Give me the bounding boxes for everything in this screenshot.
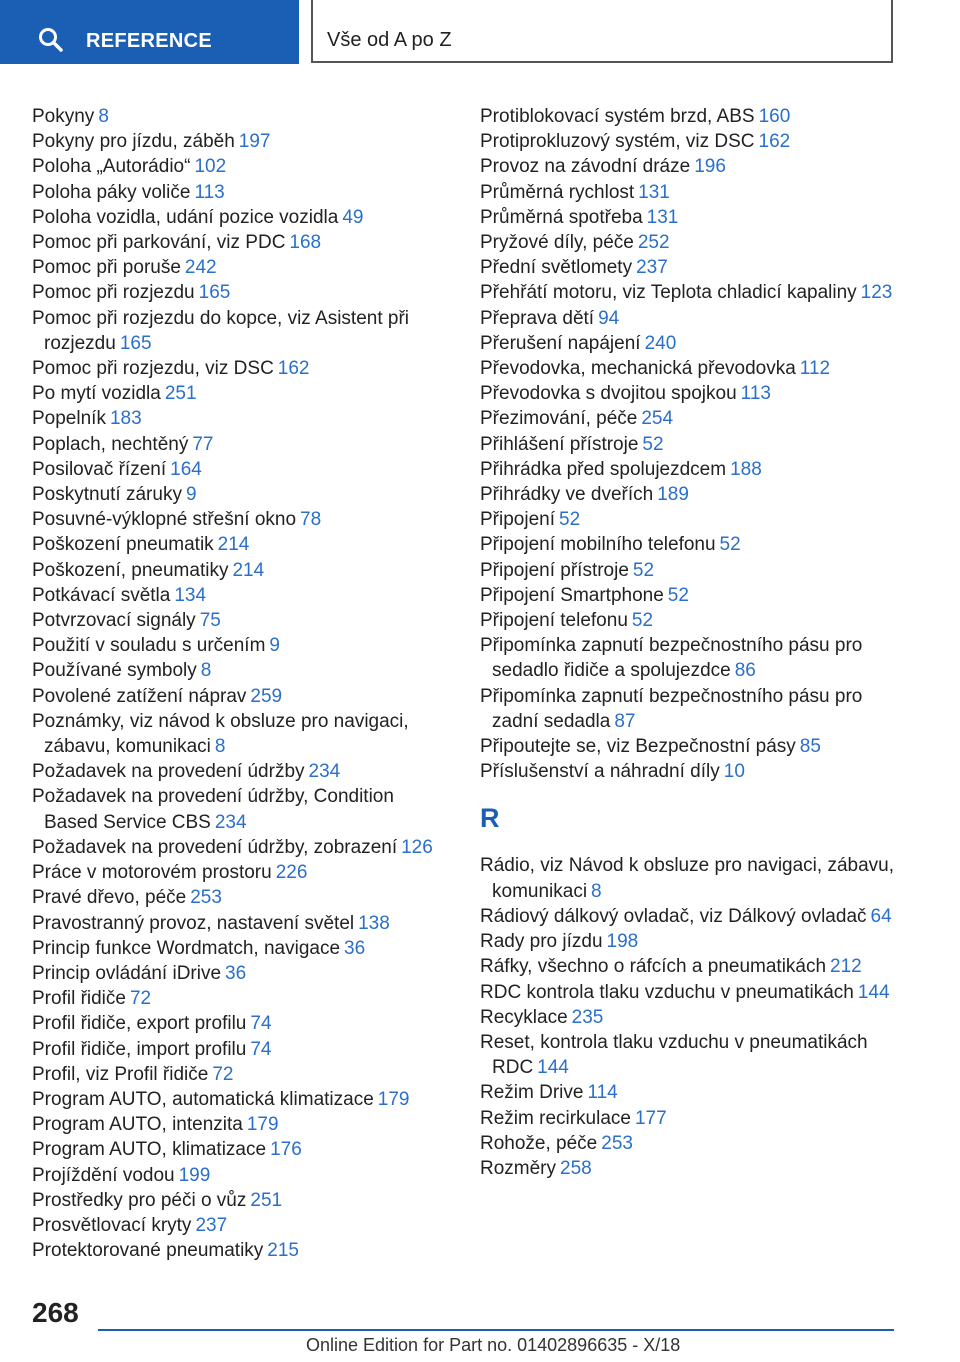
page-link[interactable]: 237: [195, 1214, 228, 1236]
index-entry: [480, 104, 900, 129]
page-link[interactable]: 165: [198, 282, 231, 304]
index-entry: [32, 759, 442, 784]
index-entry: [32, 154, 442, 179]
index-entry: [32, 986, 442, 1011]
page-link[interactable]: 75: [199, 610, 221, 632]
entry-text: Rádiový dálkový ovladač, viz Dálkový ovladač: [480, 905, 867, 927]
entry-text: Pryžové díly, péče: [480, 232, 634, 254]
entry-text: Pravé dřevo, péče: [32, 887, 187, 909]
entry-text: Požadavek na provedení údržby, zobrazení: [32, 836, 398, 858]
page-link[interactable]: 113: [194, 181, 225, 203]
entry-text: RDC kontrola tlaku vzduchu v pneumatikách: [480, 981, 854, 1003]
entry-text: Režim Drive: [480, 1082, 584, 1104]
page-link[interactable]: 114: [587, 1082, 618, 1104]
page-link[interactable]: 126: [401, 836, 433, 858]
index-entry: [32, 104, 442, 129]
entry-text: Po mytí vozidla: [32, 383, 161, 405]
index-entry: [32, 608, 442, 633]
index-entry: [32, 507, 442, 532]
page-link[interactable]: 240: [644, 332, 677, 354]
page-link[interactable]: 74: [250, 1013, 272, 1035]
entry-text: Potkávací světla: [32, 584, 171, 606]
page-link[interactable]: 164: [170, 458, 202, 480]
page-link[interactable]: 253: [190, 887, 222, 909]
page-link[interactable]: 52: [642, 433, 664, 455]
entry-text: Program AUTO, klimatizace: [32, 1139, 267, 1161]
page-link[interactable]: 237: [636, 257, 668, 279]
entry-text: Převodovka, mechanická převodovka: [480, 358, 796, 380]
page-link[interactable]: 8: [214, 736, 226, 758]
entry-text: Poškození, pneumatiky: [32, 559, 229, 581]
index-entry: [32, 1037, 442, 1062]
index-entry: [32, 784, 442, 834]
page-link[interactable]: 198: [606, 931, 639, 953]
page-link[interactable]: 176: [270, 1139, 302, 1161]
index-entry: [32, 129, 442, 154]
entry-text: Příslušenství a náhradní díly: [480, 761, 720, 783]
entry-text: Připojení mobilního telefonu: [480, 534, 716, 556]
index-group-p: [480, 104, 900, 784]
page-link[interactable]: 102: [194, 156, 227, 178]
entry-text: Přední světlomety: [480, 257, 633, 279]
page-link[interactable]: 74: [250, 1038, 272, 1060]
reference-label: REFERENCE: [86, 30, 213, 52]
entry-text: Reset, kontrola tlaku vzduchu v pneumatikách RDC: [480, 1031, 868, 1079]
page-link[interactable]: 144: [857, 981, 890, 1003]
index-entry: [480, 406, 900, 431]
entry-text: Pokyny pro jízdu, záběh: [32, 131, 235, 153]
entry-text: Posuvné-výklopné střešní okno: [32, 509, 297, 531]
section-letter: R: [480, 803, 500, 834]
page-link[interactable]: 215: [267, 1240, 299, 1262]
index-entry: [480, 356, 900, 381]
page-link[interactable]: 72: [212, 1063, 234, 1085]
entry-text: Poplach, nechtěný: [32, 433, 189, 455]
index-entry: [32, 255, 442, 280]
index-entry: [480, 180, 900, 205]
page-link[interactable]: 259: [250, 685, 283, 707]
index-entry: [480, 1080, 900, 1105]
index-entry: [32, 835, 442, 860]
entry-text: Poškození pneumatik: [32, 534, 214, 556]
index-entry: [480, 904, 900, 929]
page-link[interactable]: 179: [246, 1114, 279, 1136]
page-link[interactable]: 52: [559, 509, 581, 531]
entry-text: Pomoc při rozjezdu do kopce, viz Asistent při rozjezdu: [32, 307, 410, 354]
page-link[interactable]: 189: [657, 484, 689, 506]
entry-text: Program AUTO, automatická klimatizace: [32, 1088, 374, 1110]
top-bar: [0, 0, 960, 66]
page-link[interactable]: 49: [342, 206, 364, 228]
index-entry: [32, 658, 442, 683]
page-link[interactable]: 10: [723, 761, 745, 783]
entry-text: Přihlášení přístroje: [480, 433, 639, 455]
page-link[interactable]: 9: [269, 635, 280, 657]
page-link[interactable]: 134: [174, 584, 207, 606]
index-entry: [32, 381, 442, 406]
entry-text: Rádio, viz Návod k obsluze pro navigaci, zábavu, komunikaci: [480, 855, 895, 902]
entry-text: Recyklace: [480, 1006, 568, 1028]
index-entry: [480, 608, 900, 633]
entry-text: Připomínka zapnutí bezpečnostního pásu pro zadní sedadla: [480, 685, 863, 732]
entry-text: Přehřátí motoru, viz Teplota chladicí kapaliny: [480, 282, 857, 304]
entry-text: Převodovka s dvojitou spojkou: [480, 383, 737, 405]
entry-text: Požadavek na provedení údržby: [32, 761, 305, 783]
index-entry: [32, 280, 442, 305]
page-link[interactable]: 214: [217, 534, 250, 556]
index-entry: [480, 482, 900, 507]
index-entry: [32, 432, 442, 457]
index-entry: [32, 1188, 442, 1213]
entry-text: Prostředky pro péči o vůz: [32, 1189, 247, 1211]
entry-text: Připojení: [480, 509, 555, 531]
index-entry: [32, 709, 442, 759]
index-entry: [32, 936, 442, 961]
entry-text: Přerušení napájení: [480, 332, 641, 354]
page-link[interactable]: 64: [870, 905, 892, 927]
page-link[interactable]: 8: [98, 106, 109, 127]
page-link[interactable]: 165: [119, 332, 152, 354]
entry-text: Přihrádka před spolujezdcem: [480, 458, 727, 480]
index-entry: [480, 255, 900, 280]
entry-text: Ráfky, všechno o ráfcích a pneumatikách: [480, 956, 827, 978]
entry-text: Princip ovládání iDrive: [32, 962, 222, 984]
entry-text: Provoz na závodní dráze: [480, 156, 691, 178]
entry-text: Poloha vozidla, udání pozice vozidla: [32, 206, 339, 228]
index-entry: [32, 911, 442, 936]
page-link[interactable]: 113: [740, 383, 771, 405]
entry-text: Použití v souladu s určením: [32, 635, 266, 657]
index-entry: [32, 457, 442, 482]
index-entry: [32, 633, 442, 658]
index-entry: [480, 432, 900, 457]
entry-text: Přezimování, péče: [480, 408, 638, 430]
entry-text: Prosvětlovací kryty: [32, 1214, 192, 1236]
entry-text: Potvrzovací signály: [32, 610, 196, 632]
index-entry: [480, 583, 900, 608]
page-link[interactable]: 36: [344, 937, 366, 959]
index-entry: [480, 954, 900, 979]
entry-text: Pravostranný provoz, nastavení světel: [32, 912, 355, 934]
page-link[interactable]: 183: [109, 408, 142, 430]
footer-divider: [98, 1329, 894, 1331]
entry-text: Pomoc při rozjezdu, viz DSC: [32, 358, 274, 380]
page-link[interactable]: 199: [178, 1164, 211, 1186]
index-column-left: [32, 104, 442, 1263]
edition-note: Online Edition for Part no. 01402896635 - X/18: [306, 1335, 681, 1355]
page-link[interactable]: 123: [860, 282, 893, 304]
entry-text: Požadavek na provedení údržby, Condition Based Service CBS: [32, 786, 394, 833]
index-entry: [480, 1106, 900, 1131]
entry-text: Projíždění vodou: [32, 1164, 175, 1186]
index-entry: [32, 1062, 442, 1087]
index-entry: [480, 853, 900, 903]
page-link[interactable]: 52: [719, 534, 741, 556]
page-link[interactable]: 242: [184, 257, 217, 279]
page-link[interactable]: 258: [560, 1157, 592, 1179]
page-link[interactable]: 196: [694, 156, 726, 178]
search-icon: [38, 27, 64, 53]
entry-text: Připomínka zapnutí bezpečnostního pásu pro sedadlo řidiče a spolujezdce: [480, 635, 863, 682]
page-link[interactable]: 234: [214, 811, 247, 833]
page-link[interactable]: 251: [250, 1189, 283, 1211]
page-link[interactable]: 52: [667, 584, 689, 606]
page-link[interactable]: 197: [238, 131, 271, 153]
page-link[interactable]: 8: [200, 660, 212, 682]
index-entry: [480, 129, 900, 154]
page-link[interactable]: 77: [192, 433, 214, 455]
entry-text: Poskytnutí záruky: [32, 484, 182, 506]
index-entry: [32, 583, 442, 608]
entry-text: Princip funkce Wordmatch, navigace: [32, 937, 341, 959]
entry-text: Připojení Smartphone: [480, 584, 664, 606]
entry-text: Rady pro jízdu: [480, 931, 603, 953]
reference-button[interactable]: [0, 0, 299, 64]
page-link[interactable]: 226: [275, 862, 308, 884]
index-entry: [32, 1112, 442, 1137]
index-entry: [32, 558, 442, 583]
page-link[interactable]: 94: [598, 307, 620, 329]
page-link[interactable]: 253: [601, 1132, 633, 1154]
entry-text: Profil řidiče, export profilu: [32, 1013, 247, 1035]
index-entry: [32, 532, 442, 557]
entry-text: Program AUTO, intenzita: [32, 1114, 243, 1136]
page-link[interactable]: 52: [632, 559, 655, 581]
index-entry: [32, 1213, 442, 1238]
index-entry: [32, 406, 442, 431]
index-entry: [32, 1137, 442, 1162]
index-entry: [480, 1131, 900, 1156]
index-entry: [32, 961, 442, 986]
page-link[interactable]: 72: [129, 988, 152, 1010]
entry-text: Připojení telefonu: [480, 610, 628, 632]
page-link[interactable]: 177: [634, 1107, 667, 1129]
entry-text: Poloha „Autorádio“: [32, 156, 191, 178]
entry-text: Povolené zatížení náprav: [32, 685, 247, 707]
index-entry: [480, 558, 900, 583]
entry-text: Poloha páky voliče: [32, 181, 191, 203]
index-entry: [32, 1163, 442, 1188]
index-entry: [480, 1030, 900, 1080]
page-link[interactable]: 214: [232, 559, 265, 581]
index-entry: [480, 1156, 900, 1181]
entry-text: Připoutejte se, viz Bezpečnostní pásy: [480, 736, 796, 758]
index-column-right: [480, 104, 900, 1181]
index-entry: [480, 684, 900, 734]
index-entry: [480, 980, 900, 1005]
entry-text: Rohože, péče: [480, 1132, 598, 1154]
page-link[interactable]: 162: [277, 358, 310, 380]
page-link[interactable]: 251: [164, 383, 197, 405]
index-entry: [480, 734, 900, 759]
page-link[interactable]: 212: [830, 956, 862, 978]
page-link[interactable]: 52: [631, 610, 654, 632]
page-link[interactable]: 36: [225, 962, 247, 984]
page-link[interactable]: 131: [646, 206, 679, 228]
index-entry: [32, 306, 442, 356]
entry-text: Poznámky, viz návod k obsluze pro navigaci, zábavu, komunikaci: [32, 710, 409, 758]
section-title-box: [311, 0, 893, 63]
page-link[interactable]: 78: [300, 509, 322, 531]
index-entry: [32, 230, 442, 255]
index-entry: [480, 331, 900, 356]
page-link[interactable]: 252: [637, 232, 670, 254]
entry-text: Režim recirkulace: [480, 1107, 631, 1129]
page-link[interactable]: 112: [799, 358, 831, 380]
page-link[interactable]: 162: [758, 131, 791, 153]
index-entry: [480, 929, 900, 954]
page-link[interactable]: 235: [571, 1006, 604, 1028]
index-entry: [480, 205, 900, 230]
page-link[interactable]: 234: [308, 761, 341, 783]
entry-text: Přihrádky ve dveřích: [480, 484, 654, 506]
page-link[interactable]: 8: [591, 880, 602, 902]
entry-text: Profil řidiče, import profilu: [32, 1038, 247, 1060]
index-entry: [480, 457, 900, 482]
entry-text: Profil, viz Profil řidiče: [32, 1063, 209, 1085]
index-entry: [32, 356, 442, 381]
page-link[interactable]: 254: [641, 408, 674, 430]
index-group-r: [480, 853, 900, 1181]
page-link[interactable]: 9: [185, 484, 197, 506]
index-entry: [32, 205, 442, 230]
entry-text: Pokyny: [32, 106, 95, 127]
index-entry: [32, 684, 442, 709]
entry-text: Průměrná spotřeba: [480, 206, 643, 228]
entry-text: Posilovač řízení: [32, 458, 167, 480]
index-entry: [480, 154, 900, 179]
index-entry: [480, 507, 900, 532]
entry-text: Protektorované pneumatiky: [32, 1240, 264, 1262]
page-link[interactable]: 138: [358, 912, 390, 934]
page-link[interactable]: 160: [758, 106, 791, 127]
index-entry: [480, 381, 900, 406]
page-link[interactable]: 144: [537, 1057, 569, 1079]
index-entry: [32, 860, 442, 885]
entry-text: Přeprava dětí: [480, 307, 595, 329]
entry-text: Protiblokovací systém brzd, ABS: [480, 106, 755, 127]
index-entry: [480, 532, 900, 557]
entry-text: Protiprokluzový systém, viz DSC: [480, 131, 755, 153]
index-entry: [480, 306, 900, 331]
entry-text: Popelník: [32, 408, 106, 430]
index-entry: [480, 633, 900, 683]
page-link[interactable]: 179: [377, 1088, 410, 1110]
entry-text: Pomoc při rozjezdu: [32, 282, 195, 304]
index-entry: [480, 280, 900, 305]
index-entry: [32, 1238, 442, 1263]
index-entry: [32, 482, 442, 507]
index-entry: [480, 759, 900, 784]
page-link[interactable]: 86: [734, 660, 756, 682]
entry-text: Práce v motorovém prostoru: [32, 862, 272, 884]
page-link[interactable]: 168: [289, 232, 322, 254]
index-entry: [32, 1011, 442, 1036]
page-link[interactable]: 131: [638, 181, 670, 203]
index-entry: [480, 1005, 900, 1030]
entry-text: Profil řidiče: [32, 988, 126, 1010]
index-entry: [32, 885, 442, 910]
section-title: Vše od A po Z: [327, 29, 452, 51]
entry-text: Připojení přístroje: [480, 559, 629, 581]
index-entry: [480, 230, 900, 255]
index-entry: [32, 180, 442, 205]
entry-text: Pomoc při parkování, viz PDC: [32, 232, 286, 254]
entry-text: Rozměry: [480, 1157, 557, 1179]
page-link[interactable]: 85: [799, 736, 821, 758]
index-entry: [32, 1087, 442, 1112]
entry-text: Používané symboly: [32, 660, 197, 682]
page-link[interactable]: 188: [730, 458, 762, 480]
entry-text: Průměrná rychlost: [480, 181, 635, 203]
entry-text: Pomoc při poruše: [32, 257, 181, 279]
page-number: 268: [32, 1297, 79, 1328]
page-link[interactable]: 87: [614, 710, 636, 732]
